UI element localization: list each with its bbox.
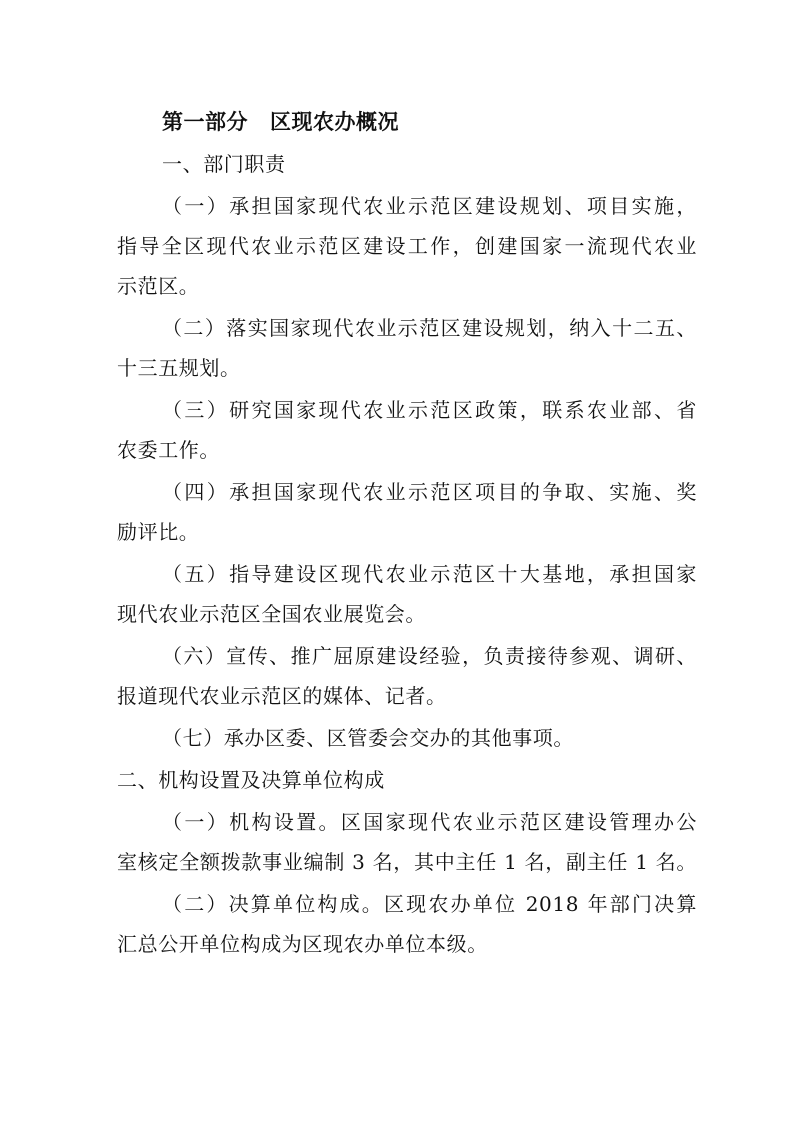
- duty-1-line-3: 示范区。: [117, 274, 200, 298]
- duty-6-line-1: （六）宣传、推广屈原建设经验，负责接待参观、调研、: [162, 644, 697, 668]
- duty-4-line-1: （四）承担国家现代农业示范区项目的争取、实施、奖: [162, 480, 697, 504]
- duty-1-line-2: 指导全区现代农业示范区建设工作，创建国家一流现代农业: [117, 234, 697, 258]
- duty-3-line-1: （三）研究国家现代农业示范区政策，联系农业部、省: [162, 398, 697, 422]
- org-1-line-2: 室核定全额拨款事业编制 3 名，其中主任 1 名，副主任 1 名。: [117, 850, 697, 874]
- org-2-line-2: 汇总公开单位构成为区现农办单位本级。: [117, 932, 488, 956]
- org-1-line-1: （一）机构设置。区国家现代农业示范区建设管理办公: [162, 810, 697, 834]
- duty-7-line-1: （七）承办区委、区管委会交办的其他事项。: [162, 726, 574, 750]
- duty-4-line-2: 励评比。: [117, 520, 200, 544]
- section-heading-organization: 二、机构设置及决算单位构成: [117, 768, 385, 792]
- org-2-line-1: （二）决算单位构成。区现农办单位 2018 年部门决算: [162, 892, 697, 916]
- part-label: 第一部分: [162, 110, 248, 134]
- part-subtitle: 区现农办概况: [270, 110, 399, 134]
- duty-5-line-1: （五）指导建设区现代农业示范区十大基地，承担国家: [162, 562, 697, 586]
- duty-3-line-2: 农委工作。: [117, 438, 220, 462]
- duty-6-line-2: 报道现代农业示范区的媒体、记者。: [117, 684, 447, 708]
- part-title: [162, 108, 697, 136]
- duty-5-line-2: 现代农业示范区全国农业展览会。: [117, 602, 426, 626]
- duty-2-line-2: 十三五规划。: [117, 356, 241, 380]
- section-heading-duties: 一、部门职责: [162, 152, 286, 176]
- duty-2-line-1: （二）落实国家现代农业示范区建设规划，纳入十二五、: [162, 316, 697, 340]
- duty-1-line-1: （一）承担国家现代农业示范区建设规划、项目实施，: [162, 194, 697, 218]
